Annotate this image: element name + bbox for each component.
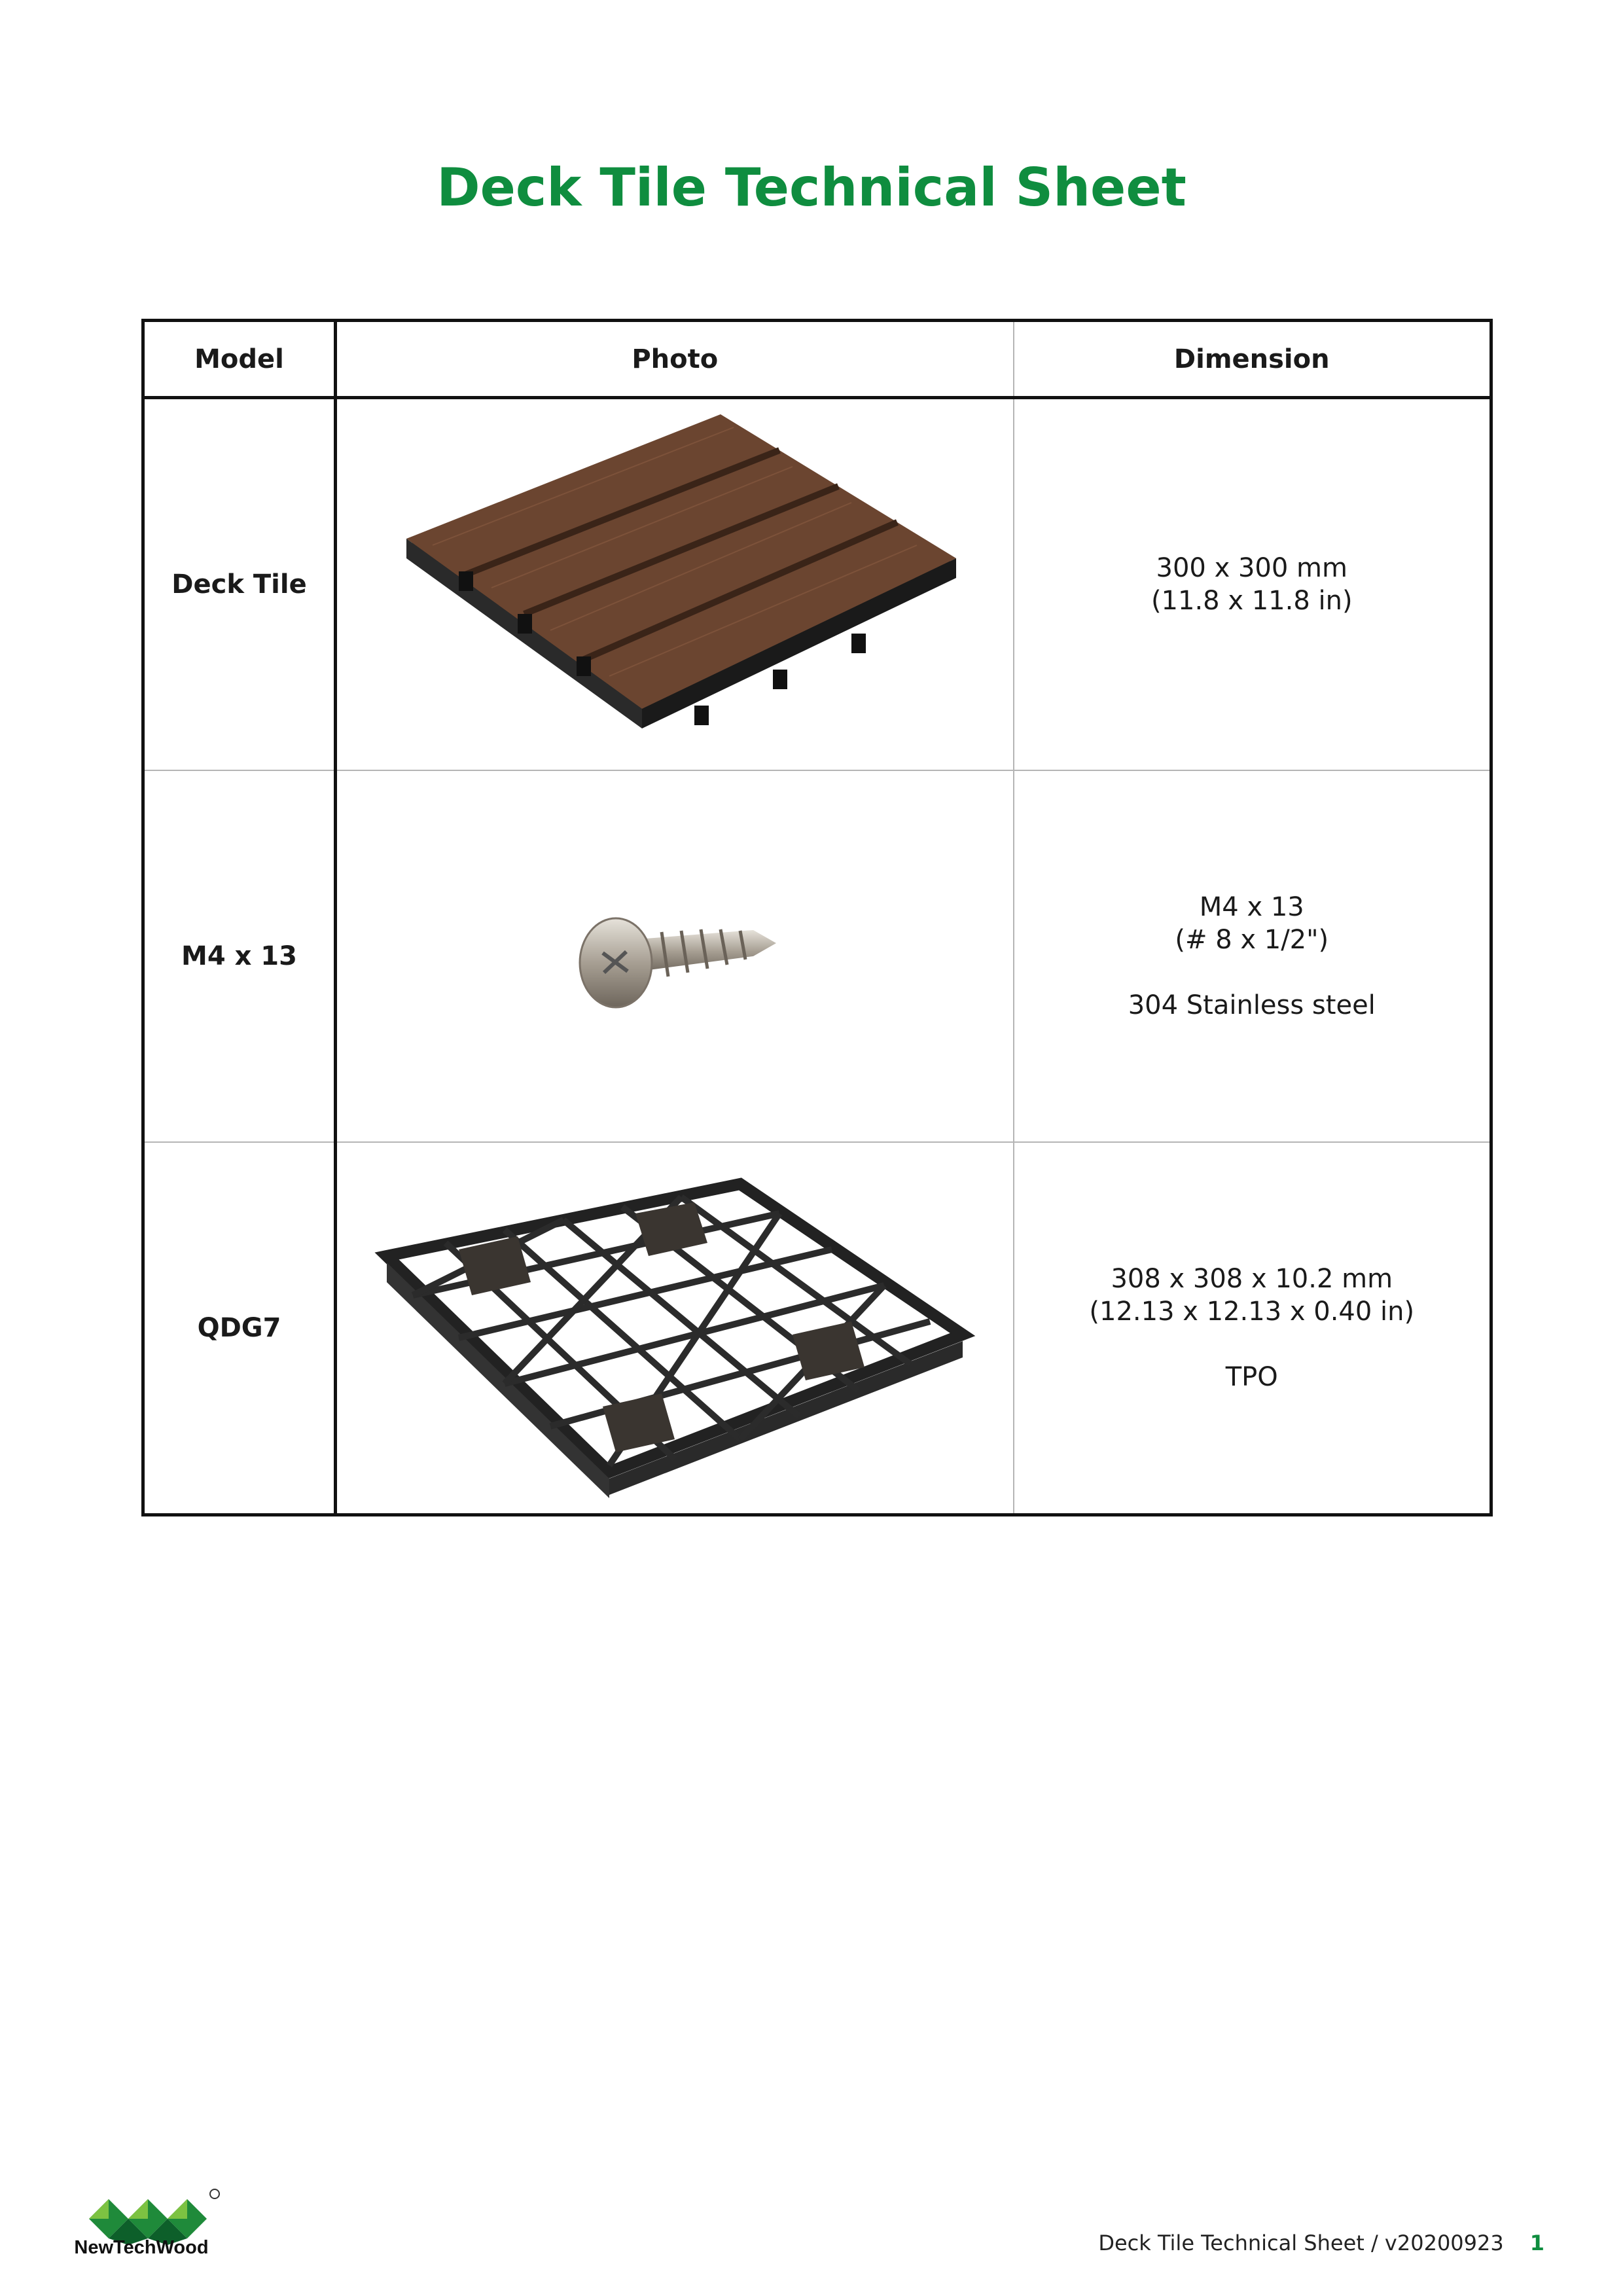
dimension-metric: M4 x 13 [1199, 892, 1304, 922]
page-title: Deck Tile Technical Sheet [437, 157, 1186, 218]
header-model: Model [143, 321, 336, 398]
photo-cell [336, 398, 1014, 771]
table-row [143, 1142, 1491, 1515]
dimension-metric: 300 x 300 mm [1156, 553, 1347, 583]
deck-tile-photo-icon [380, 408, 969, 761]
model-cell: Deck Tile [143, 398, 336, 771]
header-dimension: Dimension [1014, 321, 1491, 398]
material-label: 304 Stainless steel [1128, 990, 1376, 1020]
model-cell: QDG7 [143, 1142, 336, 1515]
header-photo: Photo [336, 321, 1014, 398]
photo-cell [336, 770, 1014, 1142]
table-row [143, 398, 1491, 771]
footer [1098, 2231, 1544, 2255]
dimension-imperial: (12.13 x 12.13 x 0.40 in) [1089, 1297, 1415, 1327]
dimension-cell [1014, 398, 1491, 771]
dimension-imperial: (# 8 x 1/2") [1175, 925, 1329, 955]
screw-photo-icon [570, 901, 779, 1012]
dimension-metric: 308 x 308 x 10.2 mm [1111, 1264, 1393, 1294]
table-header-row [143, 321, 1491, 398]
page-number: 1 [1529, 2231, 1544, 2255]
dimension-cell [1014, 1142, 1491, 1515]
spec-table [141, 319, 1493, 1516]
photo-cell [336, 1142, 1014, 1515]
dimension-imperial: (11.8 x 11.8 in) [1150, 586, 1353, 616]
dimension-cell [1014, 770, 1491, 1142]
doc-reference: Deck Tile Technical Sheet / v20200923 [1098, 2231, 1504, 2255]
base-grid-photo-icon [374, 1158, 976, 1498]
material-label: TPO [1225, 1362, 1278, 1392]
model-cell: M4 x 13 [143, 770, 336, 1142]
logo-text: NewTechWood [74, 2237, 209, 2258]
table-row [143, 770, 1491, 1142]
